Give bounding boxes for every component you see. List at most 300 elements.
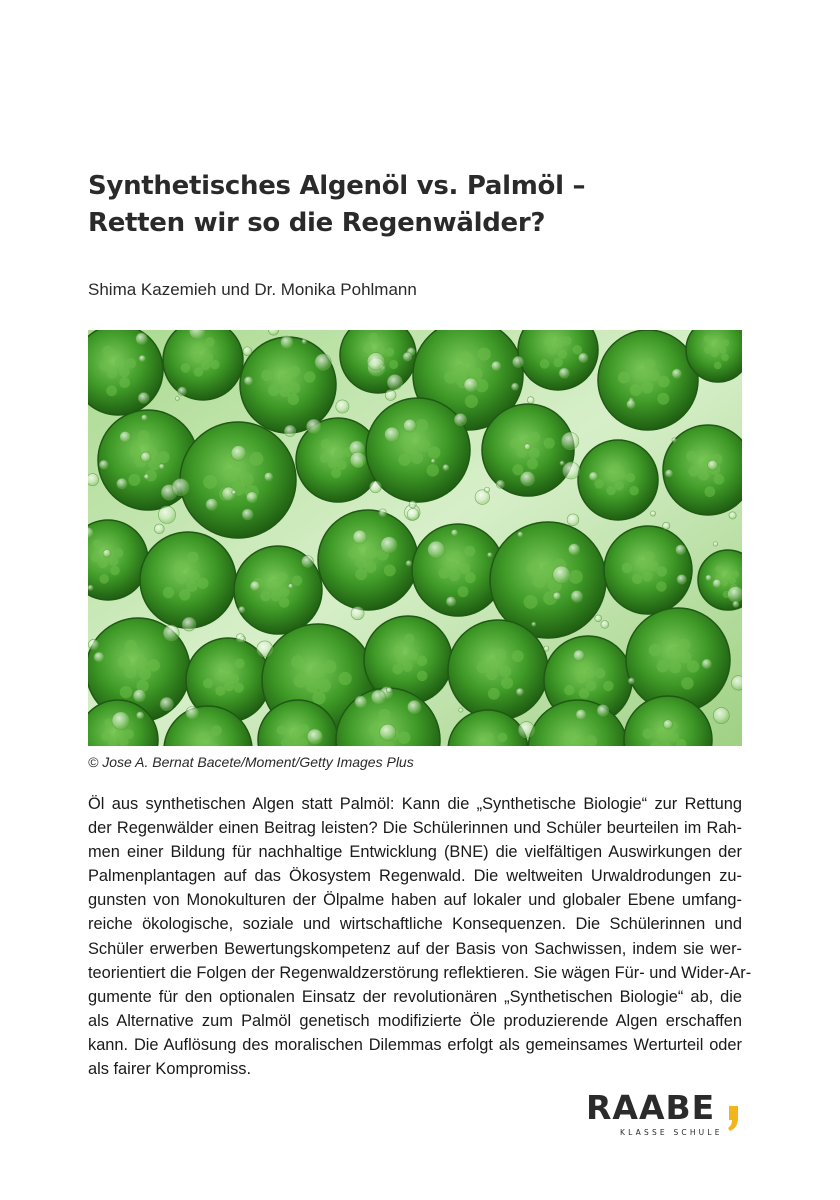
bubble bbox=[403, 419, 416, 432]
bubble bbox=[496, 480, 504, 488]
bubble bbox=[353, 530, 367, 544]
bubble bbox=[246, 492, 257, 503]
algae-cell bbox=[140, 532, 236, 628]
bubble bbox=[351, 607, 364, 620]
bubble bbox=[371, 690, 385, 704]
algae-texture bbox=[678, 639, 690, 651]
algae-texture bbox=[449, 550, 460, 561]
algae-texture bbox=[573, 345, 583, 355]
algae-texture bbox=[642, 571, 653, 582]
algae-texture bbox=[294, 674, 307, 687]
bubble bbox=[136, 333, 148, 345]
title-line-1: Synthetisches Algenöl vs. Palmöl – bbox=[88, 171, 586, 201]
algae-texture bbox=[449, 570, 460, 581]
algae-texture bbox=[193, 344, 203, 354]
algae-texture bbox=[614, 481, 624, 491]
bubble bbox=[120, 431, 131, 442]
bubble bbox=[553, 592, 561, 600]
algae-texture bbox=[622, 563, 633, 574]
algae-texture bbox=[703, 335, 711, 343]
bubble bbox=[573, 650, 584, 661]
algae-texture bbox=[657, 393, 669, 405]
bubble bbox=[99, 460, 108, 469]
algae-texture bbox=[630, 384, 642, 396]
algae-texture bbox=[402, 661, 413, 672]
bubble bbox=[713, 579, 722, 588]
algae-texture bbox=[579, 688, 590, 699]
algae-texture bbox=[557, 349, 567, 359]
algae-texture bbox=[562, 336, 572, 346]
bubble bbox=[665, 470, 672, 477]
algae-texture bbox=[713, 474, 724, 485]
algae-texture bbox=[721, 339, 729, 347]
abstract bbox=[88, 792, 752, 1081]
algae-cell bbox=[604, 526, 692, 614]
algae-texture bbox=[721, 353, 729, 361]
algae-texture bbox=[279, 587, 290, 598]
algae-texture bbox=[644, 358, 656, 370]
algae-texture bbox=[495, 648, 507, 660]
algae-texture bbox=[331, 468, 341, 478]
algae-texture bbox=[163, 587, 175, 599]
bubble bbox=[257, 641, 273, 657]
algae-texture bbox=[124, 729, 134, 739]
bubble bbox=[560, 461, 564, 465]
algae-texture bbox=[427, 464, 439, 476]
algae-texture bbox=[464, 546, 475, 557]
algae-texture bbox=[334, 449, 344, 459]
bubble bbox=[532, 622, 536, 626]
algae-texture bbox=[125, 358, 136, 369]
abstract-line: kann. Die Auflösung des moralischen Dilemmas erfolgt als gemeinsames Werturteil oder bbox=[88, 1035, 742, 1054]
algae-cell bbox=[240, 337, 336, 433]
algae-texture bbox=[524, 595, 538, 609]
bubble bbox=[112, 712, 130, 730]
algae-texture bbox=[681, 677, 693, 689]
algae-texture bbox=[417, 656, 428, 667]
bubble bbox=[117, 478, 128, 489]
bubble bbox=[563, 462, 580, 479]
logo-wordmark: RAABE bbox=[586, 1088, 716, 1127]
algae-texture bbox=[198, 732, 209, 743]
logo-comma-icon bbox=[726, 1092, 740, 1132]
algae-texture bbox=[721, 579, 728, 586]
bubble bbox=[571, 590, 583, 602]
algae-texture bbox=[392, 664, 403, 675]
algae-texture bbox=[389, 360, 398, 369]
algae-texture bbox=[181, 363, 191, 373]
abstract-line: als Alternative zum Palmöl genetisch modifizierte Öle produzierende Algen erschaffen bbox=[88, 1011, 742, 1030]
bubble bbox=[175, 396, 179, 400]
bubble bbox=[553, 566, 571, 584]
algae-texture bbox=[291, 655, 304, 668]
algae-texture bbox=[211, 725, 222, 736]
algae-texture bbox=[194, 367, 204, 377]
algae-texture bbox=[148, 659, 160, 671]
bubble bbox=[370, 481, 382, 493]
algae-photo bbox=[88, 330, 742, 746]
algae-texture bbox=[292, 575, 303, 586]
algae-texture bbox=[629, 486, 639, 496]
algae-texture bbox=[411, 451, 423, 463]
algae-texture bbox=[669, 661, 681, 673]
bubble bbox=[544, 646, 549, 651]
algae-texture bbox=[203, 475, 217, 489]
algae-texture bbox=[158, 451, 170, 463]
bubble bbox=[676, 545, 686, 555]
algae-texture bbox=[569, 570, 583, 584]
bubble bbox=[464, 378, 478, 392]
algae-texture bbox=[279, 597, 290, 608]
bubble bbox=[385, 390, 396, 401]
bubble bbox=[144, 474, 149, 479]
algae-texture bbox=[338, 672, 351, 685]
bubble bbox=[561, 432, 578, 449]
bubble bbox=[511, 383, 518, 390]
algae-texture bbox=[544, 336, 554, 346]
algae-texture bbox=[611, 463, 621, 473]
algae-texture bbox=[512, 650, 524, 662]
bubble bbox=[728, 586, 742, 602]
abstract-line: Palmenplantagen auf das Ökosystem Regenwald. Die weltweiten Urwaldrodungen zu- bbox=[88, 867, 742, 886]
algae-texture bbox=[714, 341, 722, 349]
algae-texture bbox=[179, 589, 191, 601]
algae-texture bbox=[417, 671, 428, 682]
bubble bbox=[88, 585, 93, 590]
bubble bbox=[576, 709, 586, 719]
algae-texture bbox=[404, 633, 415, 644]
algae-texture bbox=[714, 362, 722, 370]
bubble bbox=[307, 729, 322, 744]
bubble bbox=[589, 472, 598, 481]
algae-texture bbox=[606, 486, 616, 496]
algae-cell bbox=[448, 620, 548, 720]
algae-cell bbox=[318, 510, 418, 610]
bubble bbox=[459, 708, 463, 712]
bubble bbox=[567, 514, 579, 526]
algae-texture bbox=[318, 679, 331, 692]
bubble bbox=[178, 387, 187, 396]
abstract-line: gumente für den optionalen Einsatz der revolutionären „Synthetischen Biologie“ ab, die bbox=[88, 987, 742, 1006]
bubble bbox=[713, 708, 729, 724]
abstract-line: gunsten von Monokulturen der Ölpalme haben auf lokaler und globaler Ebene umfang- bbox=[88, 891, 742, 910]
bubble bbox=[524, 444, 530, 450]
bubble bbox=[160, 697, 173, 710]
algae-texture bbox=[532, 574, 546, 588]
bubble bbox=[239, 606, 245, 612]
bubble bbox=[302, 339, 307, 344]
bubble bbox=[206, 499, 218, 511]
abstract-line: als fairer Kompromiss. bbox=[88, 1060, 252, 1079]
abstract-line: Schüler erwerben Bewertungskompetenz auf der Basis von Sachwissen, indem sie wer- bbox=[88, 939, 742, 958]
bubble bbox=[706, 575, 712, 581]
algae-texture bbox=[656, 581, 667, 592]
algae-cell bbox=[578, 440, 658, 520]
bubble bbox=[182, 617, 196, 631]
algae-texture bbox=[698, 470, 709, 481]
algae-texture bbox=[128, 474, 140, 486]
algae-texture bbox=[644, 551, 655, 562]
bubble bbox=[139, 355, 146, 362]
bubble bbox=[367, 353, 385, 371]
bubble bbox=[518, 532, 523, 537]
bubble bbox=[443, 464, 449, 470]
algae-texture bbox=[99, 574, 109, 584]
algae-texture bbox=[529, 432, 540, 443]
algae-texture bbox=[632, 574, 643, 585]
bubble bbox=[380, 724, 396, 740]
bubble bbox=[236, 634, 244, 642]
algae-texture bbox=[249, 452, 263, 466]
bubble bbox=[733, 601, 739, 607]
algae-texture bbox=[101, 731, 111, 741]
bubble bbox=[243, 347, 252, 356]
image-credit: © Jose A. Bernat Bacete/Moment/Getty Images Plus bbox=[88, 754, 414, 770]
authors: Shima Kazemieh und Dr. Monika Pohlmann bbox=[88, 280, 417, 299]
bubble bbox=[487, 552, 492, 557]
bubble bbox=[672, 438, 676, 442]
algae-texture bbox=[289, 382, 301, 394]
abstract-line: Öl aus synthetischen Algen statt Palmöl: Kann die „Synthetische Biologie“ zur Rettung bbox=[88, 795, 742, 813]
algae-texture bbox=[119, 377, 130, 388]
algae-texture bbox=[328, 459, 338, 469]
bubble bbox=[387, 374, 402, 389]
algae-texture bbox=[639, 560, 650, 571]
algae-texture bbox=[649, 644, 661, 656]
algae-texture bbox=[363, 344, 372, 353]
algae-texture bbox=[215, 686, 225, 696]
bubble bbox=[595, 615, 602, 622]
bubble bbox=[154, 524, 164, 534]
document-title bbox=[88, 168, 768, 242]
algae-texture bbox=[337, 460, 347, 470]
algae-texture bbox=[320, 453, 330, 463]
algae-texture bbox=[576, 673, 587, 684]
bubble bbox=[512, 356, 523, 367]
algae-texture bbox=[408, 650, 419, 661]
algae-texture bbox=[725, 572, 732, 579]
algae-texture bbox=[618, 372, 630, 384]
bubble bbox=[244, 376, 253, 385]
algae-texture bbox=[292, 729, 302, 739]
bubble bbox=[284, 425, 295, 436]
algae-texture bbox=[656, 660, 668, 672]
bubble bbox=[663, 720, 672, 729]
abstract-line: reiche ökologische, soziale und wirtschaftliche Konsequenzen. Die Schülerinnen und bbox=[88, 915, 742, 934]
bubble bbox=[431, 459, 435, 463]
algae-texture bbox=[564, 685, 575, 696]
bubble bbox=[628, 678, 634, 684]
algae-texture bbox=[476, 661, 488, 673]
bubble bbox=[454, 413, 466, 425]
algae-texture bbox=[93, 539, 103, 549]
algae-texture bbox=[657, 566, 668, 577]
algae-texture bbox=[711, 349, 719, 357]
algae-texture bbox=[501, 677, 513, 689]
algae-texture bbox=[488, 688, 500, 700]
bubble bbox=[578, 353, 588, 363]
algae-texture bbox=[110, 566, 120, 576]
bubble bbox=[518, 722, 534, 738]
bubble bbox=[88, 639, 98, 649]
bubble bbox=[307, 419, 321, 433]
algae-texture bbox=[277, 572, 288, 583]
bubble bbox=[315, 354, 331, 370]
algae-texture bbox=[393, 644, 404, 655]
algae-texture bbox=[260, 591, 271, 602]
algae-texture bbox=[288, 393, 300, 405]
bubble bbox=[302, 556, 314, 568]
algae-texture bbox=[459, 563, 470, 574]
algae-texture bbox=[300, 724, 310, 734]
bubble bbox=[336, 400, 349, 413]
algae-texture bbox=[465, 572, 476, 583]
algae-texture bbox=[595, 668, 606, 679]
algae-texture bbox=[416, 419, 428, 431]
bubble bbox=[232, 490, 236, 494]
algae-texture bbox=[99, 360, 110, 371]
algae-cell bbox=[180, 422, 296, 538]
abstract-line: men einer Bildung für nachhaltige Entwicklung (BNE) die vielfältigen Auswirkungen der bbox=[88, 843, 742, 862]
algae-texture bbox=[306, 680, 319, 693]
algae-texture bbox=[637, 368, 649, 380]
algae-texture bbox=[544, 438, 555, 449]
bubble bbox=[141, 452, 151, 462]
logo-tagline: KLASSE SCHULE bbox=[620, 1128, 723, 1137]
algae-texture bbox=[369, 333, 378, 342]
bubble bbox=[242, 509, 253, 520]
algae-texture bbox=[465, 395, 478, 408]
algae-texture bbox=[261, 370, 273, 382]
algae-texture bbox=[91, 553, 101, 563]
bubble bbox=[663, 522, 670, 529]
bubble bbox=[672, 369, 682, 379]
algae-texture bbox=[641, 381, 653, 393]
algae-texture bbox=[240, 472, 254, 486]
algae-texture bbox=[355, 568, 367, 580]
algae-texture bbox=[398, 731, 410, 743]
algae-texture bbox=[510, 438, 521, 449]
bubble bbox=[385, 427, 400, 442]
algae-texture bbox=[323, 660, 336, 673]
bubble bbox=[250, 581, 260, 591]
algae-texture bbox=[218, 671, 228, 681]
algae-texture bbox=[576, 662, 587, 673]
title-line-2: Retten wir so die Regenwälder? bbox=[88, 208, 546, 238]
algae-texture bbox=[234, 683, 244, 693]
algae-texture bbox=[129, 445, 141, 457]
algae-texture bbox=[563, 731, 575, 743]
algae-texture bbox=[418, 439, 430, 451]
bubble bbox=[559, 368, 569, 378]
bubble bbox=[702, 659, 712, 669]
bubble bbox=[729, 512, 736, 519]
bubble bbox=[350, 452, 365, 467]
algae-texture bbox=[658, 376, 670, 388]
algae-texture bbox=[311, 665, 324, 678]
algae-texture bbox=[229, 674, 239, 684]
algae-texture bbox=[715, 565, 722, 572]
bubble bbox=[159, 464, 164, 469]
bubble bbox=[386, 687, 391, 692]
algae-texture bbox=[498, 733, 508, 743]
bubble bbox=[597, 705, 609, 717]
bubble bbox=[381, 537, 397, 553]
bubble bbox=[264, 472, 272, 480]
algae-texture bbox=[438, 568, 449, 579]
algae-texture bbox=[529, 448, 540, 459]
algae-texture bbox=[512, 464, 523, 475]
bubble bbox=[527, 397, 534, 404]
algae-texture bbox=[428, 446, 440, 458]
algae-texture bbox=[688, 466, 699, 477]
bubble bbox=[491, 361, 501, 371]
bubble bbox=[409, 501, 416, 508]
algae-texture bbox=[385, 348, 394, 357]
algae-texture bbox=[321, 439, 331, 449]
algae-texture bbox=[115, 729, 125, 739]
algae-texture bbox=[608, 472, 618, 482]
bubble bbox=[627, 400, 636, 409]
algae-texture bbox=[499, 665, 511, 677]
bubble bbox=[163, 625, 179, 641]
bubble bbox=[516, 688, 523, 695]
algae-texture bbox=[553, 358, 563, 368]
algae-cell bbox=[598, 330, 698, 430]
algae-texture bbox=[289, 365, 301, 377]
bubble bbox=[88, 474, 99, 486]
algae-texture bbox=[205, 337, 215, 347]
algae-texture bbox=[221, 662, 231, 672]
algae-texture bbox=[686, 451, 697, 462]
bubble bbox=[601, 621, 609, 629]
algae-texture bbox=[175, 573, 187, 585]
bubble bbox=[520, 471, 534, 485]
abstract-line: teorientiert die Folgen der Regenwaldzerstörung reflektieren. Sie wägen Für- und Wider-Ar- bbox=[88, 963, 752, 982]
algae-texture bbox=[348, 547, 360, 559]
algae-texture bbox=[687, 660, 699, 672]
bubble bbox=[231, 446, 246, 461]
algae-texture bbox=[384, 564, 396, 576]
bubble bbox=[138, 392, 149, 403]
bubble bbox=[708, 460, 718, 470]
algae-illustration bbox=[88, 330, 742, 746]
algae-texture bbox=[547, 345, 557, 355]
algae-texture bbox=[603, 681, 614, 692]
algae-texture bbox=[457, 586, 468, 597]
bubble bbox=[281, 336, 293, 348]
algae-texture bbox=[732, 571, 739, 578]
bubble bbox=[172, 479, 189, 496]
algae-texture bbox=[135, 657, 147, 669]
algae-texture bbox=[704, 346, 712, 354]
algae-texture bbox=[402, 430, 414, 442]
algae-texture bbox=[102, 345, 113, 356]
algae-texture bbox=[138, 430, 150, 442]
algae-texture bbox=[277, 725, 287, 735]
algae-texture bbox=[540, 359, 550, 369]
algae-texture bbox=[704, 486, 715, 497]
algae-texture bbox=[187, 552, 199, 564]
bubble bbox=[446, 597, 455, 606]
algae-texture bbox=[444, 371, 457, 384]
bubble bbox=[94, 652, 104, 662]
abstract-line: der Regenwälder einen Beitrag leisten? Die Schülerinnen und Schüler beurteilen im Rah- bbox=[88, 819, 742, 838]
algae-texture bbox=[648, 369, 660, 381]
algae-texture bbox=[365, 547, 377, 559]
algae-texture bbox=[484, 733, 494, 743]
algae-texture bbox=[117, 656, 129, 668]
